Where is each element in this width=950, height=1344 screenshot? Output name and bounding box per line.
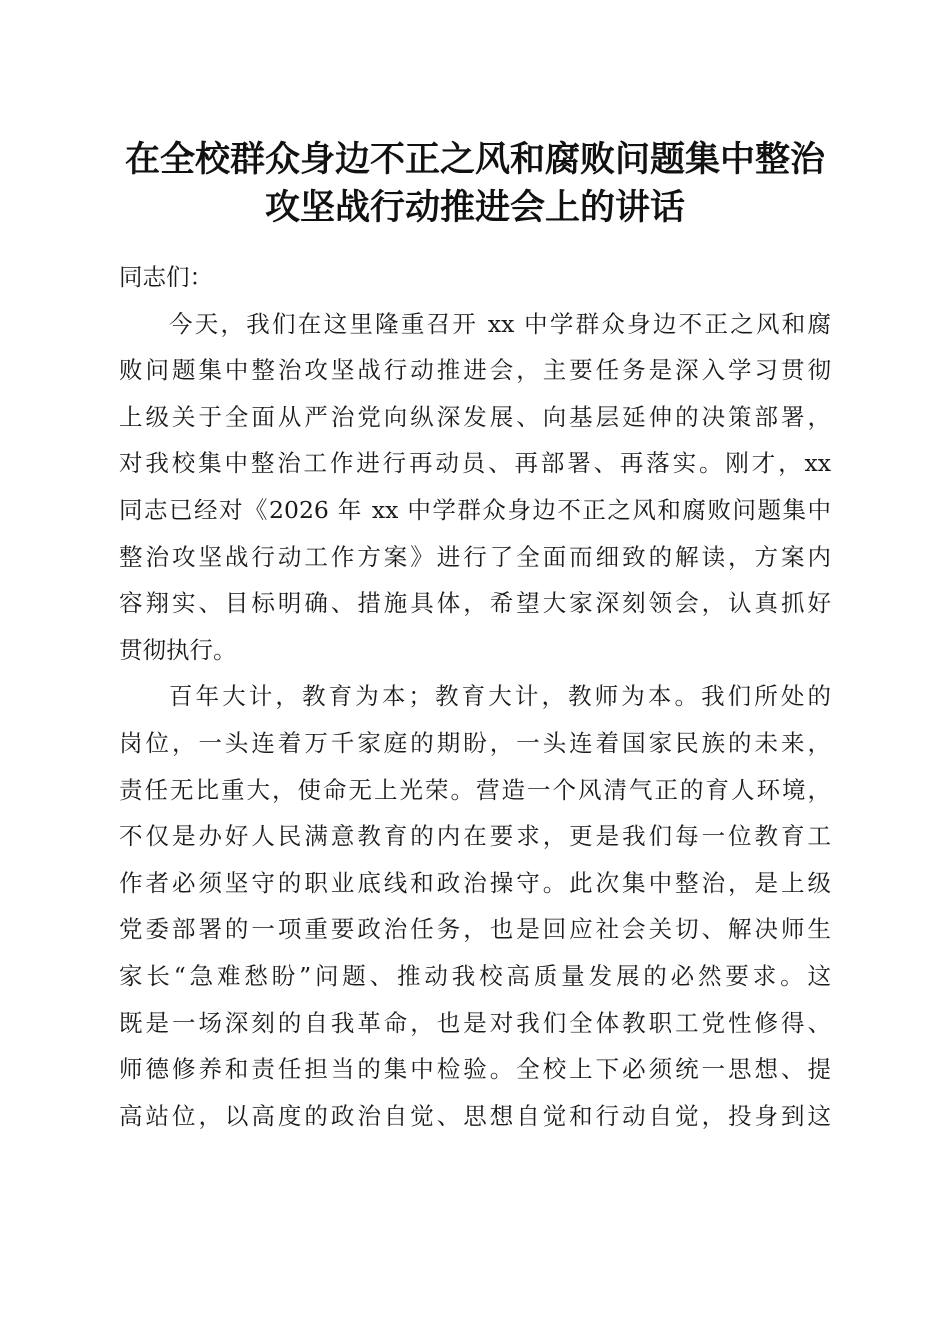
paragraph-line: 师德修养和责任担当的集中检验。全校上下必须统一思想、提: [119, 1055, 831, 1084]
paragraph-line: 家长“急难愁盼”问题、推动我校高质量发展的必然要求。这: [119, 961, 831, 990]
title-line: 在全校群众身边不正之风和腐败问题集中整治: [124, 139, 825, 180]
paragraph-line: 既是一场深刻的自我革命，也是对我们全体教职工党性修得、: [119, 1008, 831, 1037]
paragraph-line: 高站位，以高度的政治自觉、思想自觉和行动自觉，投身到这: [119, 1101, 831, 1130]
paragraph-line: 作者必须坚守的职业底线和政治操守。此次集中整治，是上级: [119, 868, 831, 897]
page-title: [100, 136, 850, 232]
salutation: 同志们：: [119, 263, 213, 291]
paragraph-line: 今天，我们在这里隆重召开 xx 中学群众身边不正之风和腐: [169, 309, 831, 338]
paragraph-line: 同志已经对《2026 年 xx 中学群众身边不正之风和腐败问题集中: [119, 495, 831, 524]
paragraph-line: 岗位，一头连着万千家庭的期盼，一头连着国家民族的未来，: [119, 728, 831, 757]
paragraph-line: 百年大计，教育为本；教育大计，教师为本。我们所处的: [169, 682, 831, 711]
title-line: 攻坚战行动推进会上的讲话: [264, 187, 685, 228]
paragraph-line: 责任无比重大，使命无上光荣。营造一个风清气正的育人环境，: [119, 775, 831, 804]
paragraph-line: 贯彻执行。: [119, 635, 237, 664]
paragraph-line: 整治攻坚战行动工作方案》进行了全面而细致的解读，方案内: [119, 542, 831, 571]
paragraph-line: 不仅是办好人民满意教育的内在要求，更是我们每一位教育工: [119, 822, 831, 851]
paragraph-line: 上级关于全面从严治党向纵深发展、向基层延伸的决策部署，: [119, 402, 831, 431]
paragraph-line: 败问题集中整治攻坚战行动推进会，主要任务是深入学习贯彻: [119, 356, 831, 385]
paragraph-line: 对我校集中整治工作进行再动员、再部署、再落实。刚才，xx: [119, 449, 831, 478]
paragraph-line: 党委部署的一项重要政治任务，也是回应社会关切、解决师生: [119, 915, 831, 944]
paragraph-line: 容翔实、目标明确、措施具体，希望大家深刻领会，认真抓好: [119, 589, 831, 618]
speech-body: [119, 254, 831, 1139]
